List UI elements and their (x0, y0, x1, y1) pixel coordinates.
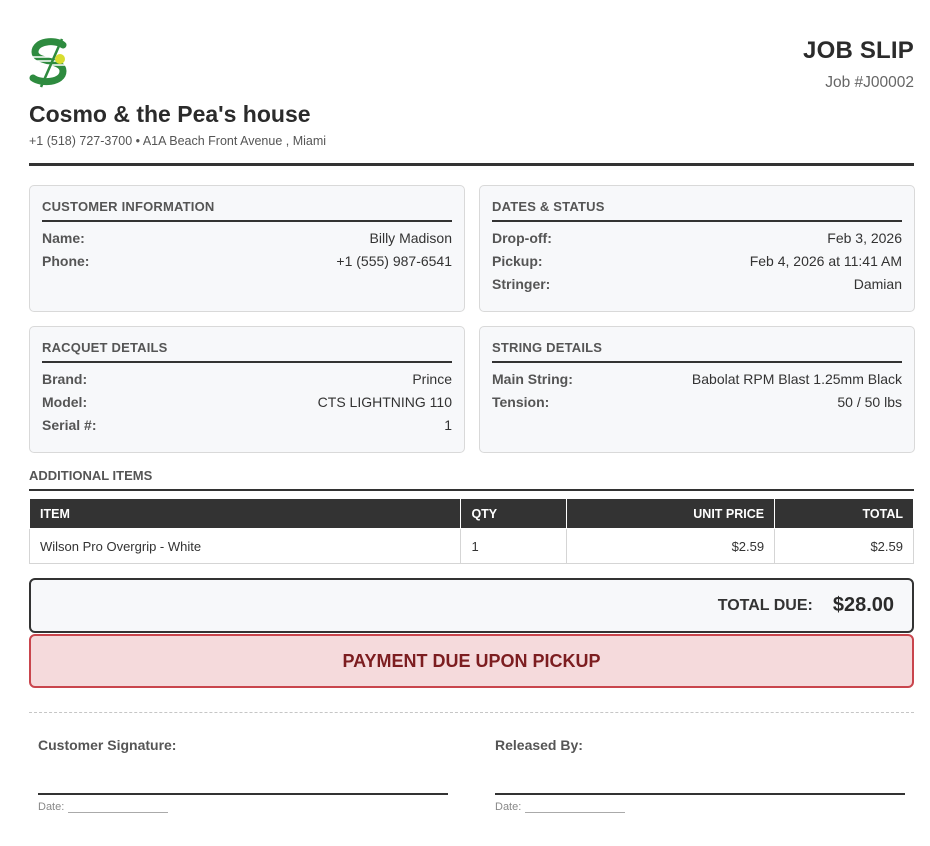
shop-contact: +1 (518) 727-3700 • A1A Beach Front Avenue , Miami (29, 134, 327, 148)
released-by-line (495, 793, 905, 795)
dropoff-date: Feb 3, 2026 (827, 230, 902, 246)
row-label: Model: (42, 394, 88, 410)
racquet-model: CTS LIGHTNING 110 (317, 394, 452, 410)
slip-header (29, 0, 914, 166)
document-title: JOB SLIP (803, 37, 914, 64)
info-row (42, 417, 452, 440)
item-qty-cell: 1 (461, 529, 567, 564)
released-by-label: Released By: (495, 737, 583, 753)
customer-signature-date (38, 801, 448, 813)
payment-notice-box (29, 634, 914, 688)
customer-name: Billy Madison (369, 230, 452, 246)
total-due-box (29, 578, 914, 633)
job-number: Job #J00002 (825, 74, 914, 91)
dates-status-card (479, 185, 915, 312)
info-row (492, 276, 902, 299)
stringer-name: Damian (853, 276, 902, 292)
job-slip-page (29, 0, 914, 813)
column-header-unit-price: UNIT PRICE (567, 499, 775, 529)
row-label: Drop-off: (492, 230, 552, 246)
row-label: Pickup: (492, 253, 543, 269)
column-header-total: TOTAL (775, 499, 914, 529)
info-row (492, 371, 902, 394)
item-name-cell: Wilson Pro Overgrip - White (30, 529, 461, 564)
item-unit-price-cell: $2.59 (567, 529, 775, 564)
info-row (492, 230, 902, 253)
date-line (525, 803, 625, 813)
card-title: DATES & STATUS (492, 199, 902, 222)
customer-phone: +1 (555) 987-6541 (336, 253, 452, 269)
info-row (42, 253, 452, 276)
date-label: Date: (38, 801, 65, 813)
pickup-date: Feb 4, 2026 at 11:41 AM (749, 253, 902, 269)
shop-name: Cosmo & the Pea's house (29, 101, 311, 127)
shop-logo-icon (29, 37, 71, 89)
table-header-row (30, 499, 914, 529)
customer-signature-label: Customer Signature: (38, 737, 177, 753)
racquet-serial: 1 (444, 417, 452, 433)
row-label: Serial #: (42, 417, 97, 433)
row-label: Brand: (42, 371, 88, 387)
released-by-date (495, 801, 905, 813)
row-label: Phone: (42, 253, 90, 269)
racquet-details-card (29, 326, 465, 453)
row-label: Name: (42, 230, 85, 246)
card-title: STRING DETAILS (492, 340, 902, 363)
row-label: Tension: (492, 394, 550, 410)
column-header-item: ITEM (30, 499, 461, 529)
info-row (492, 253, 902, 276)
additional-items-title: ADDITIONAL ITEMS (29, 468, 914, 491)
payment-notice-text: PAYMENT DUE UPON PICKUP (342, 650, 601, 671)
released-by-block (495, 737, 905, 813)
info-row (42, 394, 452, 417)
column-header-qty: QTY (461, 499, 567, 529)
info-row (42, 230, 452, 253)
row-label: Main String: (492, 371, 573, 387)
date-line (68, 803, 168, 813)
info-row (492, 394, 902, 417)
customer-signature-line (38, 793, 448, 795)
string-tension: 50 / 50 lbs (837, 394, 902, 410)
row-label: Stringer: (492, 276, 551, 292)
signature-divider (29, 712, 914, 713)
card-title: CUSTOMER INFORMATION (42, 199, 452, 222)
racquet-brand: Prince (412, 371, 452, 387)
card-title: RACQUET DETAILS (42, 340, 452, 363)
customer-signature-block (38, 737, 448, 813)
item-total-cell: $2.59 (775, 529, 914, 564)
string-details-card (479, 326, 915, 453)
total-due-amount: $28.00 (832, 594, 894, 616)
info-row (42, 371, 452, 394)
date-label: Date: (495, 801, 522, 813)
table-row (30, 529, 914, 564)
main-string: Babolat RPM Blast 1.25mm Black (691, 371, 902, 387)
total-due-label: TOTAL DUE: (717, 596, 813, 614)
customer-information-card (29, 185, 465, 312)
additional-items-table (29, 498, 914, 564)
